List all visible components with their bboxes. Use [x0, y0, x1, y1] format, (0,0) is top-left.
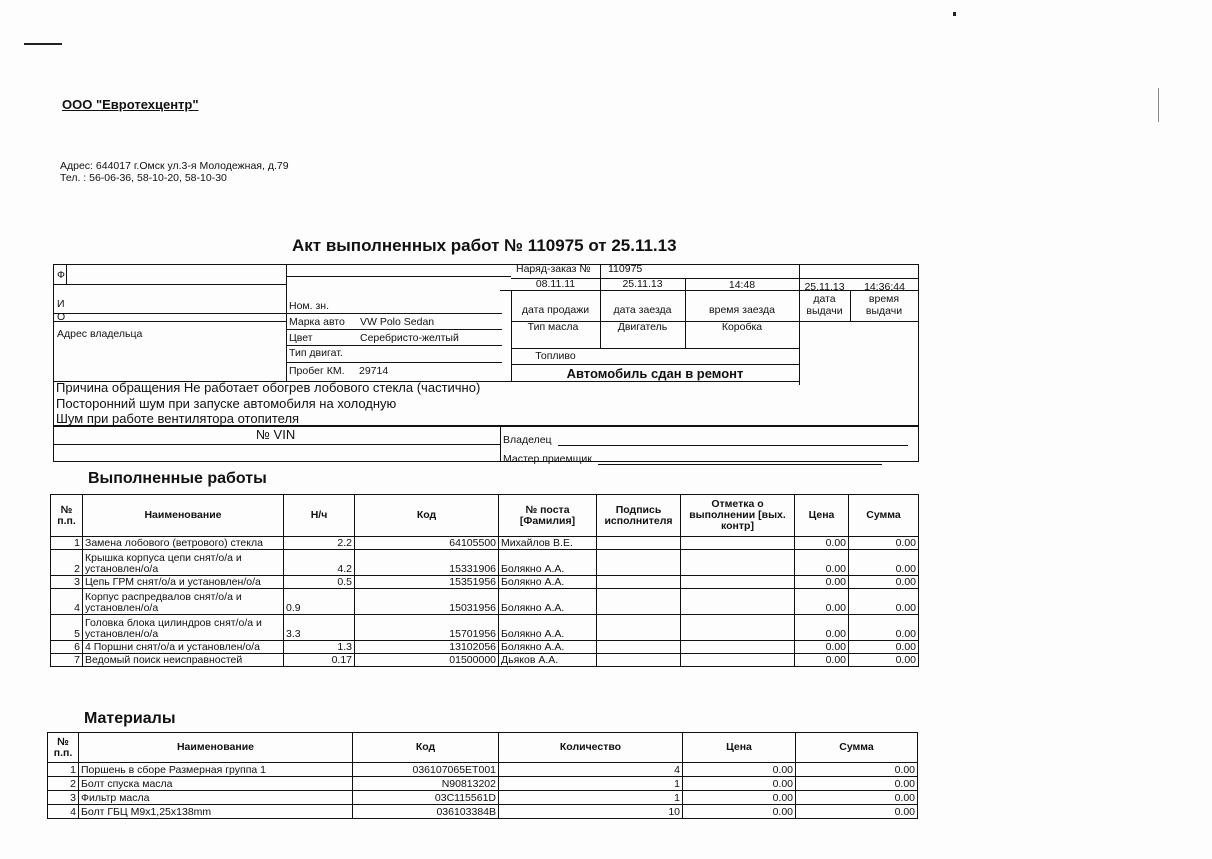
cell-signature	[597, 654, 681, 667]
table-row	[48, 805, 918, 819]
col-code: Код	[355, 495, 499, 537]
owner-label: Владелец	[503, 434, 552, 446]
engine-type-label: Тип двигат.	[289, 347, 343, 359]
fuel-label: Топливо	[535, 350, 576, 362]
cell-mark	[681, 550, 795, 576]
cell-num: 4	[48, 805, 79, 819]
cell-num: 1	[51, 537, 83, 550]
cell-sum: 0.00	[849, 589, 919, 615]
table-row	[51, 576, 919, 589]
cell-signature	[597, 537, 681, 550]
table-row	[48, 777, 918, 791]
cell-price: 0.00	[683, 763, 796, 777]
cell-signature	[597, 589, 681, 615]
table-row	[51, 654, 919, 667]
cell-price: 0.00	[795, 576, 849, 589]
cell-code: N90813202	[353, 777, 499, 791]
cell-name: Цепь ГРМ снят/о/а и установлен/о/а	[83, 576, 284, 589]
cell-hours: 4.2	[284, 550, 355, 576]
color-label: Цвет	[289, 332, 313, 344]
status-text: Автомобиль сдан в ремонт	[566, 366, 744, 381]
cell-num: 2	[51, 550, 83, 576]
cell-name: Крышка корпуса цепи снят/о/а и установлен/о/а	[83, 550, 284, 576]
table-row	[51, 537, 919, 550]
cell-num: 1	[48, 763, 79, 777]
reason-line-1: Причина обращения Не работает обогрев лобового стекла (частично)	[56, 380, 481, 395]
col-qty: Количество	[499, 733, 683, 763]
order-number: 110975	[608, 263, 643, 275]
company-name: ООО "Евротехцентр"	[62, 97, 199, 112]
cell-sum: 0.00	[796, 791, 918, 805]
cell-num: 2	[48, 777, 79, 791]
works-table	[50, 494, 919, 667]
col-num: № п.п.	[51, 495, 83, 537]
master-label: Мастер приемщик	[503, 453, 592, 465]
cell-name: Поршень в сборе Размерная группа 1	[79, 763, 353, 777]
arrival-date-label: дата заезда	[613, 304, 672, 316]
scan-mark	[1158, 88, 1159, 122]
cell-hours: 2.2	[284, 537, 355, 550]
reason-line-3: Шум при работе вентилятора отопителя	[56, 411, 300, 426]
works-header-row	[51, 495, 919, 537]
cell-qty: 1	[499, 777, 683, 791]
cell-code: 15351956	[355, 576, 499, 589]
phone-line: Тел. : 56-06-36, 58-10-20, 58-10-30	[60, 172, 227, 184]
cell-mark	[681, 576, 795, 589]
o-label: О	[57, 311, 66, 323]
owner-address-label: Адрес владельца	[57, 328, 143, 340]
address-line: Адрес: 644017 г.Омск ул.3-я Молодежная, д.79	[60, 160, 289, 172]
cell-price: 0.00	[683, 805, 796, 819]
cell-qty: 4	[499, 763, 683, 777]
col-price: Цена	[795, 495, 849, 537]
cell-code: 64105500	[355, 537, 499, 550]
col-signature: Подпись исполнителя	[597, 495, 681, 537]
cell-hours: 3.3	[284, 615, 355, 641]
cell-sum: 0.00	[796, 763, 918, 777]
cell-sum: 0.00	[796, 777, 918, 791]
cell-num: 4	[51, 589, 83, 615]
cell-name: Фильтр масла	[79, 791, 353, 805]
make-label: Марка авто	[289, 316, 345, 328]
issue-time: 14:36:44	[864, 281, 905, 293]
order-label: Наряд-заказ №	[516, 263, 591, 275]
cell-post: Болякно А.А.	[499, 589, 597, 615]
cell-sum: 0.00	[849, 615, 919, 641]
cell-num: 6	[51, 641, 83, 654]
col-mark: Отметка о выполнении [вых. контр]	[681, 495, 795, 537]
cell-name: Болт спуска масла	[79, 777, 353, 791]
cell-code: 13102056	[355, 641, 499, 654]
color-value: Серебристо-желтый	[360, 332, 459, 344]
col-sum: Сумма	[796, 733, 918, 763]
cell-code: 01500000	[355, 654, 499, 667]
cell-code: 03C115561D	[353, 791, 499, 805]
col-price: Цена	[683, 733, 796, 763]
cell-mark	[681, 537, 795, 550]
cell-name: Замена лобового (ветрового) стекла	[83, 537, 284, 550]
col-hours: Н/ч	[284, 495, 355, 537]
cell-post: Дьяков А.А.	[499, 654, 597, 667]
table-row	[51, 550, 919, 576]
cell-name: 4 Поршни снят/о/а и установлен/о/а	[83, 641, 284, 654]
cell-num: 5	[51, 615, 83, 641]
col-code: Код	[353, 733, 499, 763]
cell-code: 036103384B	[353, 805, 499, 819]
cell-mark	[681, 589, 795, 615]
issue-time-label: время выдачи	[865, 293, 903, 317]
sale-date: 08.11.11	[535, 278, 576, 290]
cell-sum: 0.00	[849, 537, 919, 550]
cell-post: Болякно А.А.	[499, 576, 597, 589]
cell-hours: 1.3	[284, 641, 355, 654]
cell-post: Михайлов В.Е.	[499, 537, 597, 550]
materials-table	[47, 732, 918, 819]
materials-title: Материалы	[84, 710, 176, 727]
cell-mark	[681, 641, 795, 654]
reason-line-2: Посторонний шум при запуске автомобиля на холодную	[56, 396, 397, 411]
cell-post: Болякно А.А.	[499, 641, 597, 654]
col-name: Наименование	[79, 733, 353, 763]
cell-post: Болякно А.А.	[499, 550, 597, 576]
issue-date: 25.11.13	[804, 281, 845, 293]
cell-code: 15701956	[355, 615, 499, 641]
cell-hours: 0.5	[284, 576, 355, 589]
cell-qty: 1	[499, 791, 683, 805]
cell-code: 036107065ET001	[353, 763, 499, 777]
mileage-label: Пробег КМ.	[289, 365, 345, 377]
cell-mark	[681, 615, 795, 641]
cell-signature	[597, 550, 681, 576]
i-label: И	[57, 298, 65, 310]
cell-num: 7	[51, 654, 83, 667]
cell-price: 0.00	[795, 654, 849, 667]
cell-sum: 0.00	[849, 550, 919, 576]
sale-date-label: дата продажи	[521, 304, 590, 316]
make-value: VW Polo Sedan	[360, 316, 435, 328]
col-post: № поста [Фамилия]	[499, 495, 597, 537]
materials-header-row	[48, 733, 918, 763]
cell-price: 0.00	[795, 589, 849, 615]
company-address	[60, 160, 289, 184]
cell-name: Корпус распредвалов снят/о/а и установлен/о/а	[83, 589, 284, 615]
plate-label: Ном. зн.	[289, 300, 330, 312]
cell-price: 0.00	[795, 641, 849, 654]
col-sum: Сумма	[849, 495, 919, 537]
cell-name: Головка блока цилиндров снят/о/а и установлен/о/а	[83, 615, 284, 641]
table-row	[48, 791, 918, 805]
cell-qty: 10	[499, 805, 683, 819]
arrival-time-label: время заезда	[709, 304, 775, 316]
cell-price: 0.00	[795, 615, 849, 641]
col-name: Наименование	[83, 495, 284, 537]
cell-price: 0.00	[795, 550, 849, 576]
cell-hours: 0.9	[284, 589, 355, 615]
cell-mark	[681, 654, 795, 667]
cell-hours: 0.17	[284, 654, 355, 667]
engine-label: Двигатель	[617, 321, 668, 333]
scan-mark	[24, 43, 62, 45]
mileage-value: 29714	[359, 365, 389, 377]
cell-sum: 0.00	[849, 654, 919, 667]
cell-code: 15331906	[355, 550, 499, 576]
cell-sum: 0.00	[849, 576, 919, 589]
cell-sum: 0.00	[849, 641, 919, 654]
arrival-date: 25.11.13	[622, 278, 663, 290]
cell-price: 0.00	[683, 791, 796, 805]
cell-post: Болякно А.А.	[499, 615, 597, 641]
cell-num: 3	[51, 576, 83, 589]
cell-name: Ведомый поиск неисправностей	[83, 654, 284, 667]
arrival-time: 14:48	[728, 279, 756, 291]
col-num: № п.п.	[48, 733, 79, 763]
cell-sum: 0.00	[796, 805, 918, 819]
document-title: Акт выполненных работ № 110975 от 25.11.13	[292, 236, 677, 255]
cell-price: 0.00	[683, 777, 796, 791]
table-row	[51, 589, 919, 615]
works-title: Выполненные работы	[88, 470, 267, 487]
table-row	[51, 641, 919, 654]
scan-mark	[953, 12, 956, 16]
oil-type-label: Тип масла	[527, 321, 579, 333]
table-row	[48, 763, 918, 777]
cell-price: 0.00	[795, 537, 849, 550]
gearbox-label: Коробка	[721, 321, 763, 333]
cell-num: 3	[48, 791, 79, 805]
cell-signature	[597, 641, 681, 654]
cell-signature	[597, 615, 681, 641]
vin-label: № VIN	[256, 427, 296, 442]
f-label: Ф	[57, 269, 65, 281]
issue-date-label: дата выдачи	[806, 293, 843, 317]
cell-code: 15031956	[355, 589, 499, 615]
table-row	[51, 615, 919, 641]
cell-signature	[597, 576, 681, 589]
cell-name: Болт ГБЦ M9x1,25x138mm	[79, 805, 353, 819]
